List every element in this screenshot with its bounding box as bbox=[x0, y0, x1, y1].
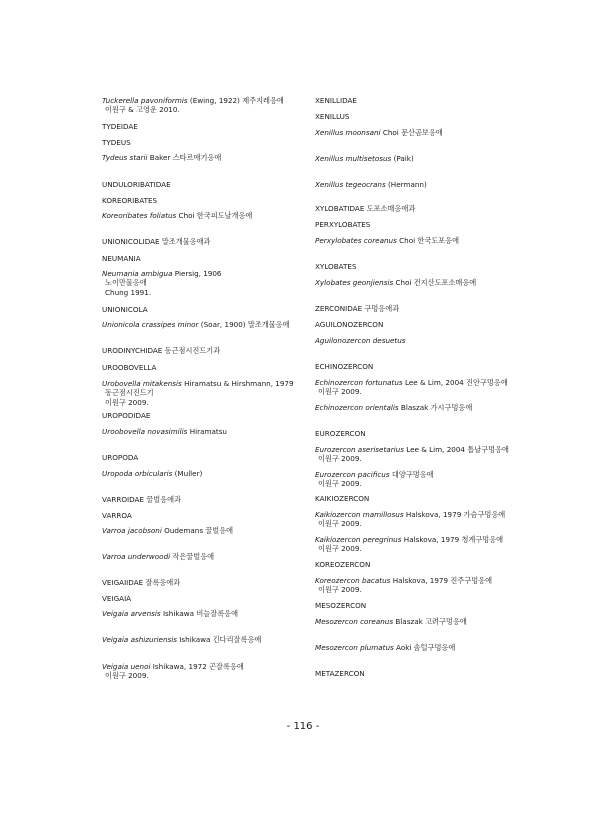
species-author: Blaszak 가시구멍응애 bbox=[398, 403, 473, 412]
taxon-heading: KOREOZERCON bbox=[315, 560, 371, 569]
taxon-heading: VEIGAIA bbox=[102, 594, 132, 603]
citation-line: 동근점시진드기 bbox=[105, 388, 154, 398]
citation-line: 이원구 2009. bbox=[318, 544, 362, 554]
taxon-heading: VEIGAIIDAE 잘록응애과 bbox=[102, 578, 181, 587]
species-entry bbox=[315, 180, 427, 189]
citation-line: Chung 1991. bbox=[105, 287, 152, 297]
species-entry bbox=[102, 552, 214, 561]
citation-line: 이원구 2009. bbox=[105, 671, 149, 681]
species-author: 작은꿀벌응애 bbox=[170, 552, 215, 561]
species-name: Eurozercon aserisetarius bbox=[315, 445, 404, 454]
species-entry bbox=[315, 236, 459, 245]
species-entry bbox=[102, 269, 222, 297]
species-author: Oudemans 꿀벌응애 bbox=[161, 526, 234, 535]
species-entry bbox=[315, 445, 509, 464]
species-author: Baker 스타르애기응애 bbox=[147, 153, 222, 162]
species-author: Halskova, 1979 진주구멍응애 bbox=[390, 576, 493, 585]
species-name: Tuckerella pavoniformis bbox=[102, 96, 188, 105]
species-name: Veigaia arvensis bbox=[102, 609, 161, 618]
species-entry bbox=[315, 278, 476, 287]
species-entry bbox=[315, 403, 472, 412]
taxon-heading: NEUMANIA bbox=[102, 254, 141, 263]
species-author: Piersig, 1906 bbox=[172, 269, 222, 278]
species-entry bbox=[315, 617, 467, 626]
species-entry bbox=[315, 510, 505, 529]
species-author: Choi 문산곰보응애 bbox=[380, 128, 443, 137]
taxon-heading: UNIONICOLA bbox=[102, 305, 148, 314]
species-entry bbox=[102, 211, 252, 220]
species-name: Echinozercon orientalis bbox=[315, 403, 399, 412]
taxon-heading: AGUILONOZERCON bbox=[315, 320, 384, 329]
species-name: Uroobovella novasimilis bbox=[102, 427, 188, 436]
species-author: (Soar, 1900) 말조개물응애 bbox=[198, 320, 290, 329]
taxon-heading: PERXYLOBATES bbox=[315, 220, 371, 229]
species-author: (Paik) bbox=[391, 154, 414, 163]
species-entry bbox=[315, 336, 406, 345]
taxon-heading: UNIONICOLIDAE 말조개물응애과 bbox=[102, 237, 211, 246]
species-name: Uropoda orbicularis bbox=[102, 469, 173, 478]
taxon-heading: MESOZERCON bbox=[315, 601, 367, 610]
citation-line: 이원구 2009. bbox=[105, 397, 149, 407]
species-name: Xenillus multisetosus bbox=[315, 154, 392, 163]
taxon-heading: KOREORIBATES bbox=[102, 196, 158, 205]
citation-line: 이원구 2009. bbox=[318, 519, 362, 529]
species-author: (Hermann) bbox=[385, 180, 427, 189]
species-author: Aoki 솜털구멍응애 bbox=[393, 643, 456, 652]
species-author: Blaszak 고려구멍응애 bbox=[393, 617, 467, 626]
species-name: Aguilonozercon desuetus bbox=[315, 336, 406, 345]
species-entry bbox=[315, 154, 414, 163]
species-name: Perxylobates coreanus bbox=[315, 236, 397, 245]
species-name: Mesozercon plumatus bbox=[315, 643, 394, 652]
species-author: Lee & Lim, 2004 톱날구멍응애 bbox=[403, 445, 509, 454]
species-name: Unionicola crassipes minor bbox=[102, 320, 199, 329]
species-name: Koreoribates foliatus bbox=[102, 211, 177, 220]
species-author: Ishikawa 비늘잘록응애 bbox=[160, 609, 239, 618]
species-name: Xylobates geonjiensis bbox=[315, 278, 394, 287]
species-entry bbox=[102, 469, 202, 478]
species-author: Ishikawa 긴다리잘록응애 bbox=[177, 635, 262, 644]
taxon-heading: UNDULORIBATIDAE bbox=[102, 180, 171, 189]
species-author: Choi 한국피도날개응애 bbox=[176, 211, 253, 220]
species-entry bbox=[315, 128, 443, 137]
species-author: Hiramatsu bbox=[187, 427, 227, 436]
species-entry bbox=[102, 526, 233, 535]
species-name: Xenillus moonsani bbox=[315, 128, 381, 137]
species-author: (Ewing, 1922) 제주지레응애 bbox=[187, 96, 284, 105]
species-name: Koreozercon bacatus bbox=[315, 576, 391, 585]
taxon-heading: URODINYCHIDAE 동근점시진드기과 bbox=[102, 346, 221, 355]
species-name: Veigaia uenoi bbox=[102, 662, 151, 671]
citation-line: 이원구 2009. bbox=[318, 387, 362, 397]
citation-line: 이원구 2009. bbox=[318, 479, 362, 489]
species-author: (Muller) bbox=[172, 469, 203, 478]
species-entry bbox=[102, 609, 238, 618]
taxon-heading: UROPODA bbox=[102, 453, 139, 462]
taxon-heading: TYDEUS bbox=[102, 138, 131, 147]
species-author: Lee & Lim, 2004 진안구멍응애 bbox=[402, 378, 508, 387]
species-entry bbox=[102, 379, 294, 407]
taxon-heading: UROPODIDAE bbox=[102, 411, 151, 420]
species-entry bbox=[102, 153, 221, 162]
species-entry bbox=[315, 643, 455, 652]
citation-line: 노이만물응애 bbox=[105, 278, 147, 288]
species-name: Mesozercon coreanus bbox=[315, 617, 394, 626]
species-name: Tydeus starii bbox=[102, 153, 148, 162]
taxon-heading: VARROA bbox=[102, 511, 132, 520]
species-name: Xenillus tegeocrans bbox=[315, 180, 386, 189]
species-name: Eurozercon pacificus bbox=[315, 470, 390, 479]
taxon-heading: ZERCONIDAE 구멍응애과 bbox=[315, 304, 400, 313]
species-entry bbox=[315, 535, 503, 554]
species-entry bbox=[315, 576, 492, 595]
species-entry bbox=[102, 662, 244, 681]
species-entry bbox=[315, 470, 434, 489]
taxon-heading: XYLOBATES bbox=[315, 262, 357, 271]
species-author: Choi 한국도포응애 bbox=[396, 236, 460, 245]
citation-line: 이원구 & 고영운 2010. bbox=[105, 105, 180, 115]
taxon-heading: VARROIDAE 꿀벌응애과 bbox=[102, 495, 182, 504]
species-name: Varroa underwoodi bbox=[102, 552, 171, 561]
citation-line: 이원구 2009. bbox=[318, 454, 362, 464]
taxon-heading: EUROZERCON bbox=[315, 429, 366, 438]
taxon-heading: KAIKIOZERCON bbox=[315, 494, 370, 503]
species-name: Veigaia ashizuriensis bbox=[102, 635, 178, 644]
species-name: Varroa jacobsoni bbox=[102, 526, 162, 535]
page-number: - 116 - bbox=[286, 721, 320, 732]
species-name: Kaikiozercon peregrinus bbox=[315, 535, 402, 544]
species-name: Echinozercon fortunatus bbox=[315, 378, 403, 387]
species-entry bbox=[102, 320, 290, 329]
citation-line: 이원구 2009. bbox=[318, 585, 362, 595]
taxon-heading: ECHINOZERCON bbox=[315, 362, 374, 371]
species-author: Choi 건지산도포소매응애 bbox=[393, 278, 477, 287]
species-entry bbox=[102, 635, 261, 644]
species-name: Neumania ambigua bbox=[102, 269, 173, 278]
taxon-heading: TYDEIDAE bbox=[102, 122, 138, 131]
taxon-heading: XENILLIDAE bbox=[315, 96, 357, 105]
species-author: Ishikawa, 1972 곤잘록응애 bbox=[150, 662, 244, 671]
species-name: Urobovella mitakensis bbox=[102, 379, 182, 388]
species-author: Hiramatsu & Hirshmann, 1979 bbox=[181, 379, 294, 388]
species-author: Halskova, 1979 청계구멍응애 bbox=[401, 535, 504, 544]
species-entry bbox=[315, 378, 508, 397]
species-name: Kaikiozercon mamillosus bbox=[315, 510, 404, 519]
species-author: Halskova, 1979 가슴구멍응애 bbox=[403, 510, 506, 519]
taxon-heading: XENILLUS bbox=[315, 112, 350, 121]
species-entry bbox=[102, 427, 227, 436]
taxon-heading: UROOBOVELLA bbox=[102, 363, 157, 372]
taxon-heading: XYLOBATIDAE 도포소매응애과 bbox=[315, 204, 416, 213]
species-author: 대양구멍응애 bbox=[389, 470, 434, 479]
taxon-heading: METAZERCON bbox=[315, 669, 365, 678]
species-entry bbox=[102, 96, 284, 115]
